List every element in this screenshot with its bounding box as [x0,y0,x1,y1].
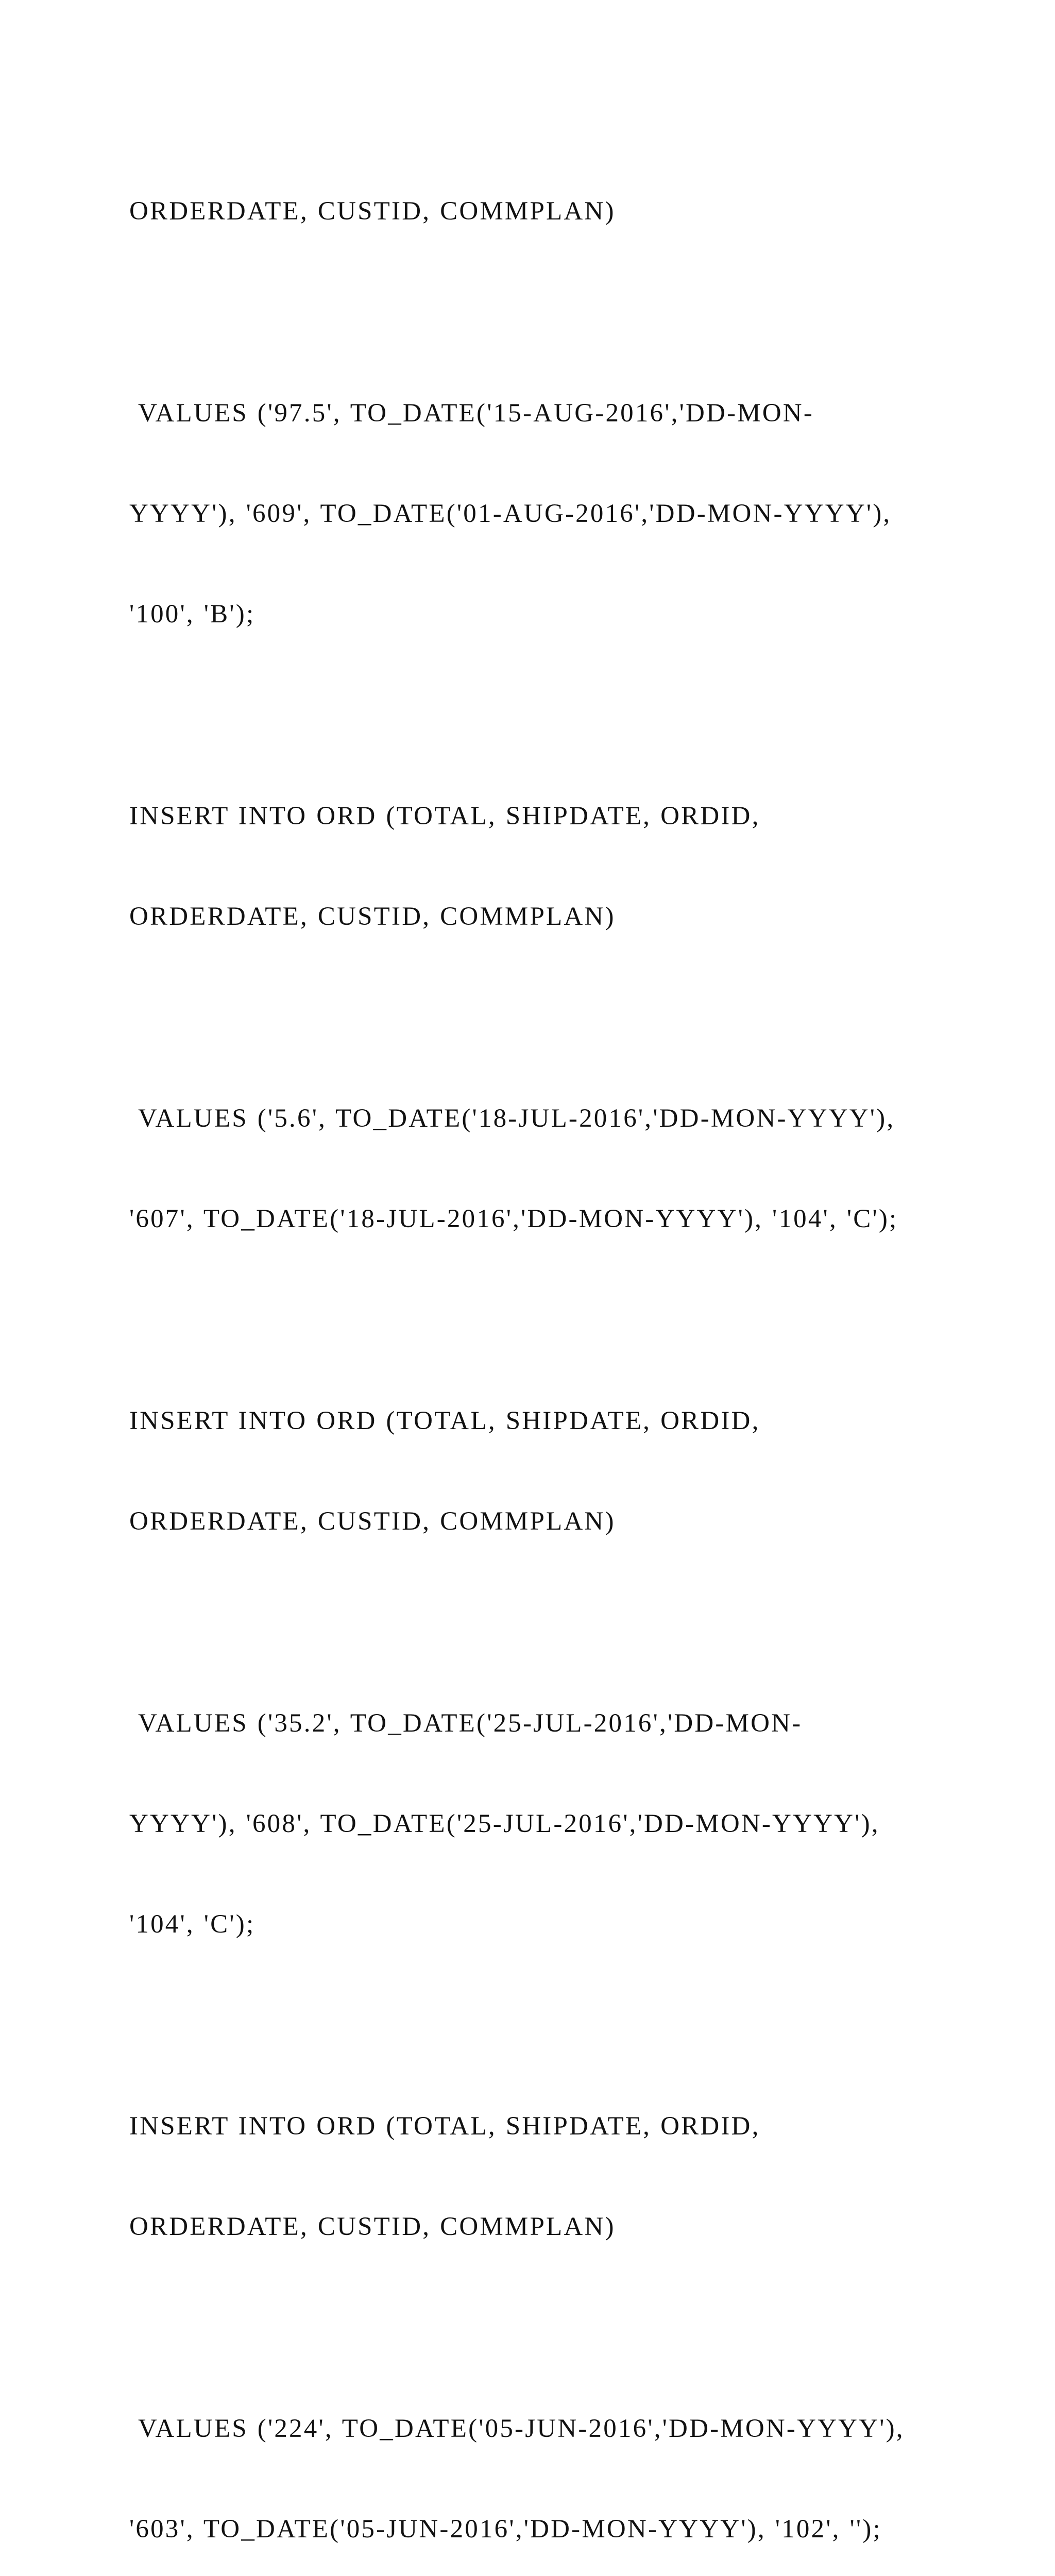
text-line: VALUES ('224', TO_DATE('05-JUN-2016','DD-MON-YYYY'), [129,2414,905,2443]
text-line: VALUES ('35.2', TO_DATE('25-JUL-2016','DD-MON- [129,1709,803,1738]
paragraph [129,1640,954,2008]
text-line: '607', TO_DATE('18-JUL-2016','DD-MON-YYYY'), '104', 'C'); [129,1205,898,1233]
paragraph [129,733,954,1001]
text-line: ORDERDATE, CUSTID, COMMPLAN) [129,902,616,931]
document-body [129,128,954,2576]
paragraph [129,2043,954,2311]
text-line: INSERT INTO ORD (TOTAL, SHIPDATE, ORDID, [129,1406,760,1435]
text-line: YYYY'), '609', TO_DATE('01-AUG-2016','DD-MON-YYYY'), [129,499,892,528]
text-line: ORDERDATE, CUSTID, COMMPLAN) [129,197,616,226]
text-line: INSERT INTO ORD (TOTAL, SHIPDATE, ORDID, [129,2112,760,2141]
text-line: VALUES ('97.5', TO_DATE('15-AUG-2016','DD-MON- [129,399,814,428]
paragraph [129,330,954,698]
paragraph [129,1035,954,1303]
text-line: VALUES ('5.6', TO_DATE('18-JUL-2016','DD-MON-YYYY'), [129,1104,895,1133]
paragraph [129,1337,954,1605]
text-line: '104', 'C'); [129,1910,256,1939]
text-line: ORDERDATE, CUSTID, COMMPLAN) [129,1507,616,1536]
text-line: '100', 'B'); [129,600,256,629]
text-line: '603', TO_DATE('05-JUN-2016','DD-MON-YYYY'), '102', ''); [129,2515,882,2544]
text-line: YYYY'), '608', TO_DATE('25-JUL-2016','DD-MON-YYYY'), [129,1809,880,1838]
text-line: INSERT INTO ORD (TOTAL, SHIPDATE, ORDID, [129,802,760,831]
paragraph [129,128,954,295]
paragraph [129,2345,954,2576]
text-line: ORDERDATE, CUSTID, COMMPLAN) [129,2212,616,2241]
